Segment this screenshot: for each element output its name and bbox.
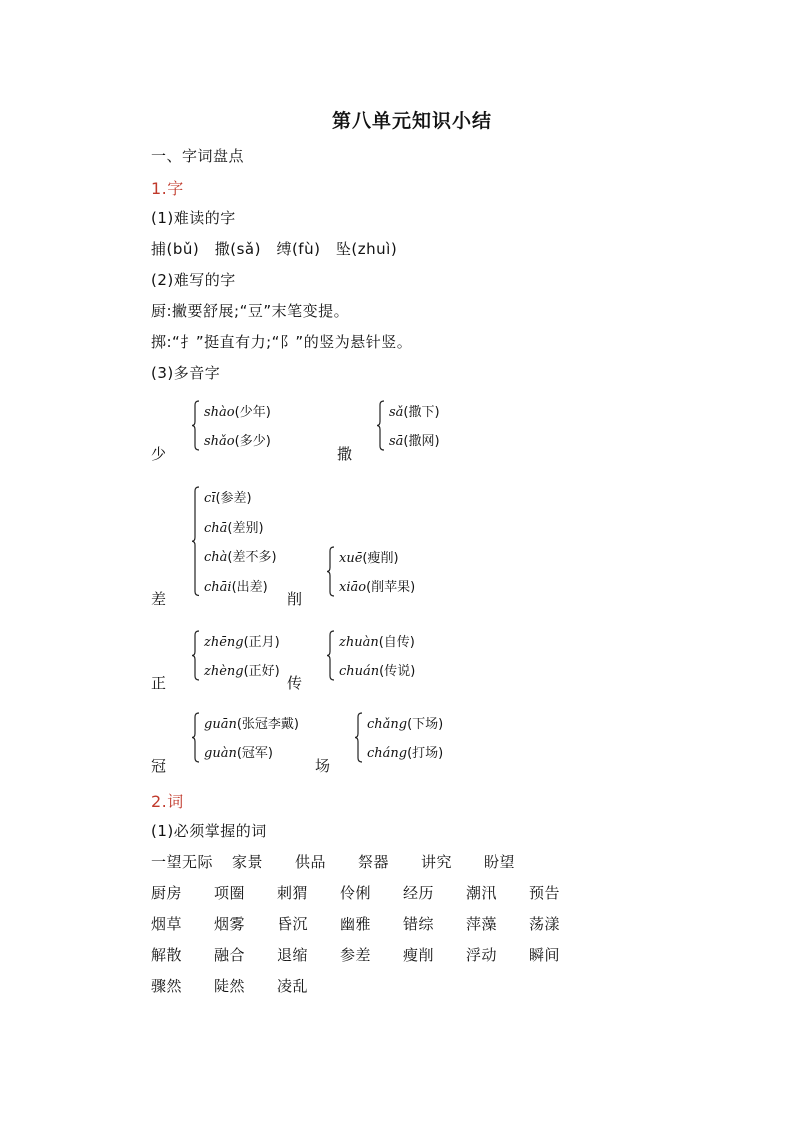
word: 祭器 [358,853,390,871]
word: 烟草 [151,915,183,933]
brace-icon [192,713,200,762]
nanxie-item-2: 掷:“扌”挺直有力;“阝”的竖为悬针竖。 [151,333,413,351]
pinyin: zhēng [204,635,244,650]
example-word: (多少) [234,434,271,449]
word: 骤然 [151,977,183,995]
polyphone-char: 正 [151,674,167,692]
example-word: (出差) [231,579,268,595]
word: 供品 [295,853,327,871]
polyphone-option [389,430,440,449]
pinyin: shǎo [204,434,235,449]
example-word: (打场) [407,746,444,761]
word-row [151,975,340,996]
pinyin: xuē [339,551,363,566]
section-heading: 一、字词盘点 [151,147,245,165]
word-row [151,913,592,934]
subsection-zi: 1.字 [151,179,184,198]
polyphone-option [204,631,280,650]
polyphone-option [204,546,277,565]
example-word: (撒下) [403,405,440,420]
polyphone-option [204,517,264,536]
brace-icon [327,631,335,680]
example-word: (差别) [227,520,264,536]
brace-icon [377,401,385,450]
polyphone-option [339,660,415,679]
word: 幽雅 [340,915,372,933]
example-word: (削苹果) [366,580,416,595]
word: 瘦削 [403,946,435,964]
polyphone-char: 冠 [151,757,167,775]
word: 退缩 [277,946,309,964]
polyphone-option [204,742,273,761]
example-word: (冠军) [236,746,273,761]
subsection-ci: 2.词 [151,792,184,811]
page-title: 第八单元知识小结 [332,110,493,132]
pinyin: cī [204,491,216,506]
polyphone-char: 撒 [337,445,353,463]
example-word: (撒网) [403,434,440,449]
word: 融合 [214,946,246,964]
word: 经历 [403,884,435,902]
example-word: (下场) [407,717,444,732]
word: 瞬间 [529,946,561,964]
polyphone-option [204,576,268,595]
word: 家景 [232,853,264,871]
polyphone-option [339,631,415,650]
example-word: (自传) [378,635,415,650]
example-word: (参差) [215,491,252,506]
pinyin: chǎng [367,717,408,732]
word: 萍藻 [466,915,498,933]
polyphone-option [367,713,443,732]
word: 预告 [529,884,561,902]
pinyin: zhèng [204,664,244,679]
word: 盼望 [484,853,516,871]
brace-icon [192,631,200,680]
pinyin: guàn [204,746,237,761]
pinyin: cháng [367,746,408,761]
brace-icon [192,401,200,450]
nandu-title: (1)难读的字 [151,209,236,227]
nandu-line: 捕(bǔ) 撒(sǎ) 缚(fù) 坠(zhuì) [151,240,398,258]
nanxie-item-1: 厨:撇要舒展;“豆”末笔变提。 [151,302,350,320]
word: 厨房 [151,884,183,902]
polyphone-char: 差 [151,590,167,608]
polyphone-option [339,576,415,595]
word-row [151,944,592,965]
pinyin: shào [204,405,235,420]
pinyin: chāi [204,579,232,595]
word-row [151,882,592,903]
pinyin: xiāo [339,580,367,595]
word: 项圈 [214,884,246,902]
duoyin-title: (3)多音字 [151,364,221,382]
word: 伶俐 [340,884,372,902]
word: 浮动 [466,946,498,964]
example-word: (张冠李戴) [236,717,299,732]
polyphone-option [204,401,271,420]
example-word: (少年) [234,405,271,420]
word: 陡然 [214,977,246,995]
polyphone-option [389,401,440,420]
brace-icon [192,487,200,596]
polyphone-option [204,660,280,679]
word: 荡漾 [529,915,561,933]
pinyin: zhuàn [339,635,379,650]
polyphone-option [204,713,299,732]
pinyin: sǎ [389,405,404,420]
polyphone-char: 传 [287,674,303,692]
brace-icon [355,713,363,762]
word: 昏沉 [277,915,309,933]
word: 解散 [151,946,183,964]
polyphone-option [204,430,271,449]
word: 错综 [403,915,435,933]
word: 烟雾 [214,915,246,933]
word: 讲究 [421,853,453,871]
word: 凌乱 [277,977,309,995]
example-word: (正好) [243,664,280,679]
polyphone-option [339,547,399,566]
word: 一望无际 [151,853,214,871]
example-word: (正月) [243,635,280,650]
polyphone-option [204,487,252,506]
word: 参差 [340,946,372,964]
brace-icon [327,547,335,596]
word: 刺猬 [277,884,309,902]
example-word: (传说) [379,664,416,679]
bixu-title: (1)必须掌握的词 [151,822,267,840]
pinyin: chà [204,550,228,565]
polyphone-option [367,742,443,761]
polyphone-char: 少 [151,445,167,463]
pinyin: chā [204,520,228,536]
nanxie-title: (2)难写的字 [151,271,236,289]
example-word: (瘦削) [362,551,399,566]
example-word: (差不多) [227,550,277,565]
pinyin: chuán [339,664,380,679]
polyphone-char: 场 [315,757,331,775]
word-row [151,851,547,872]
word: 潮汛 [466,884,498,902]
pinyin: guān [204,717,237,732]
pinyin: sā [389,434,404,449]
polyphone-char: 削 [287,590,303,608]
